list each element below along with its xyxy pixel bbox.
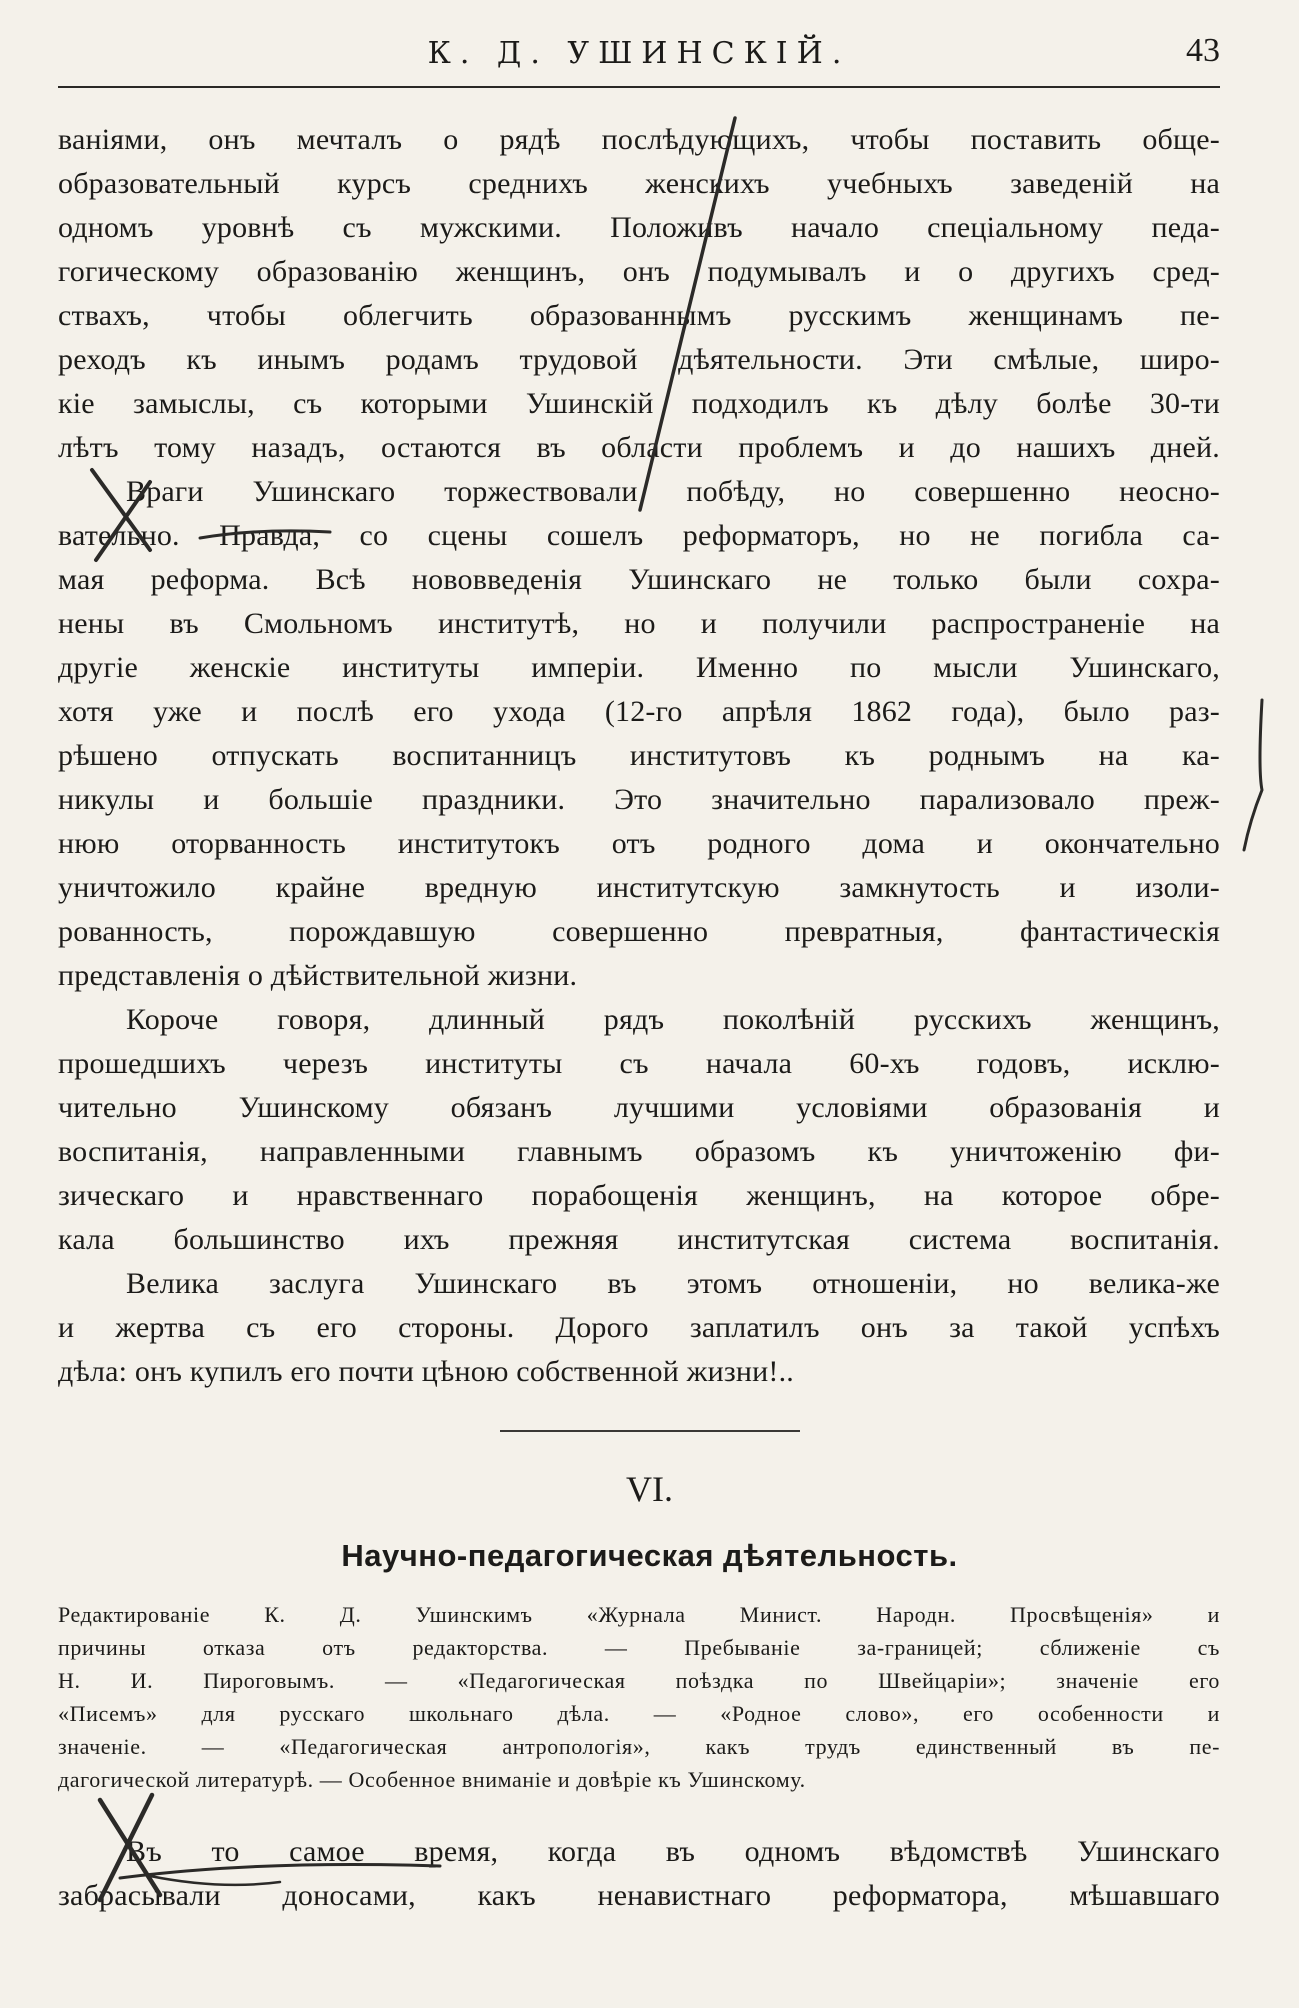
summary-line: причины отказа отъ редакторства. — Пребываніе за-границей; сближеніе съ <box>58 1635 1220 1660</box>
margin-bracket-mark <box>1244 700 1262 850</box>
text-line: ваніями, онъ мечталъ о рядѣ послѣдующихъ, чтобы поставить обще- <box>58 123 1220 156</box>
page-number: 43 <box>1186 32 1220 69</box>
text-line: дѣла: онъ купилъ его почти цѣною собственной жизни!.. <box>58 1355 795 1388</box>
text-line: Велика заслуга Ушинскаго въ этомъ отношеніи, но велика-же <box>126 1267 1220 1300</box>
chapter-number: VI. <box>626 1469 673 1509</box>
summary-line: Н. И. Пироговымъ. — «Педагогическая поѣздка по Швейцаріи»; значеніе его <box>58 1668 1220 1693</box>
summary-line: Редактированіе К. Д. Ушинскимъ «Журнала Минист. Народн. Просвѣщенія» и <box>58 1602 1220 1627</box>
text-line: образовательный курсъ среднихъ женскихъ учебныхъ заведеній на <box>58 167 1220 200</box>
text-line: нюю оторванность институтокъ отъ родного дома и окончательно <box>58 827 1220 860</box>
paragraph-4 <box>58 1262 1220 1394</box>
paragraph-5 <box>58 1830 1220 1918</box>
text-line: хотя уже и послѣ его ухода (12-го апрѣля 1862 года), было раз- <box>58 695 1220 728</box>
text-line: нены въ Смольномъ институтѣ, но и получили распространеніе на <box>58 607 1220 640</box>
chapter-title: Научно-педагогическая дѣятельность. <box>341 1538 958 1573</box>
paragraph-2 <box>58 470 1220 998</box>
text-line: одномъ уровнѣ съ мужскими. Положивъ начало спеціальному педа- <box>58 211 1220 244</box>
paragraph-3 <box>58 998 1220 1262</box>
text-line: лѣтъ тому назадъ, остаются въ области проблемъ и до нашихъ дней. <box>58 431 1220 464</box>
text-line: ствахъ, чтобы облегчить образованнымъ русскимъ женщинамъ пе- <box>58 299 1220 332</box>
text-line: другіе женскіе институты имперіи. Именно по мысли Ушинскаго, <box>58 651 1220 684</box>
page-header <box>58 30 1220 88</box>
text-line: и жертва съ его стороны. Дорого заплатилъ онъ за такой успѣхъ <box>58 1311 1220 1344</box>
text-line: кіе замыслы, съ которыми Ушинскій подходилъ къ дѣлу болѣе 30-ти <box>58 387 1220 420</box>
text-line: Враги Ушинскаго торжествовали побѣду, но совершенно неосно- <box>126 475 1220 508</box>
text-line: вательно. Правда, со сцены сошелъ реформаторъ, но не погибла са- <box>58 519 1220 552</box>
text-line: кала большинство ихъ прежняя институтская система воспитанія. <box>58 1223 1220 1256</box>
text-line: забрасывали доносами, какъ ненавистнаго реформатора, мѣшавшаго <box>58 1879 1220 1912</box>
summary-line: значеніе. — «Педагогическая антропологія», какъ трудъ единственный въ пе- <box>58 1734 1220 1759</box>
text-line: Короче говоря, длинный рядъ поколѣній русскихъ женщинъ, <box>126 1003 1220 1036</box>
text-line: рованность, порождавшую совершенно превратныя, фантастическія <box>58 915 1220 948</box>
text-line: Въ то самое время, когда въ одномъ вѣдомствѣ Ушинскаго <box>126 1835 1220 1868</box>
text-line: мая реформа. Всѣ нововведенія Ушинскаго не только были сохра- <box>58 563 1220 596</box>
text-line: чительно Ушинскому обязанъ лучшими условіями образованія и <box>58 1091 1220 1124</box>
text-line: никулы и большіе праздники. Это значительно парализовало преж- <box>58 783 1220 816</box>
text-line: уничтожило крайне вредную институтскую замкнутость и изоли- <box>58 871 1220 904</box>
chapter-summary <box>58 1598 1220 1796</box>
summary-line: дагогической литературѣ. — Особенное вниманіе и довѣріе къ Ушинскому. <box>58 1767 806 1792</box>
text-line: прошедшихъ черезъ институты съ начала 60-хъ годовъ, исклю- <box>58 1047 1220 1080</box>
text-line: рѣшено отпускать воспитанницъ институтовъ къ роднымъ на ка- <box>58 739 1220 772</box>
text-line: реходъ къ инымъ родамъ трудовой дѣятельности. Эти смѣлые, широ- <box>58 343 1220 376</box>
text-line: зическаго и нравственнаго порабощенія женщинъ, на которое обре- <box>58 1179 1220 1212</box>
text-line: воспитанія, направленными главнымъ образомъ къ уничтоженію фи- <box>58 1135 1220 1168</box>
running-head: К. Д. УШИНСКІЙ. <box>427 36 851 71</box>
section-divider <box>500 1430 800 1432</box>
text-line: гогическому образованію женщинъ, онъ подумывалъ и о другихъ сред- <box>58 255 1220 288</box>
paragraph-1 <box>58 118 1220 470</box>
text-line: представленія о дѣйствительной жизни. <box>58 959 578 992</box>
summary-line: «Писемъ» для русскаго школьнаго дѣла. — «Родное слово», его особенности и <box>58 1701 1220 1726</box>
